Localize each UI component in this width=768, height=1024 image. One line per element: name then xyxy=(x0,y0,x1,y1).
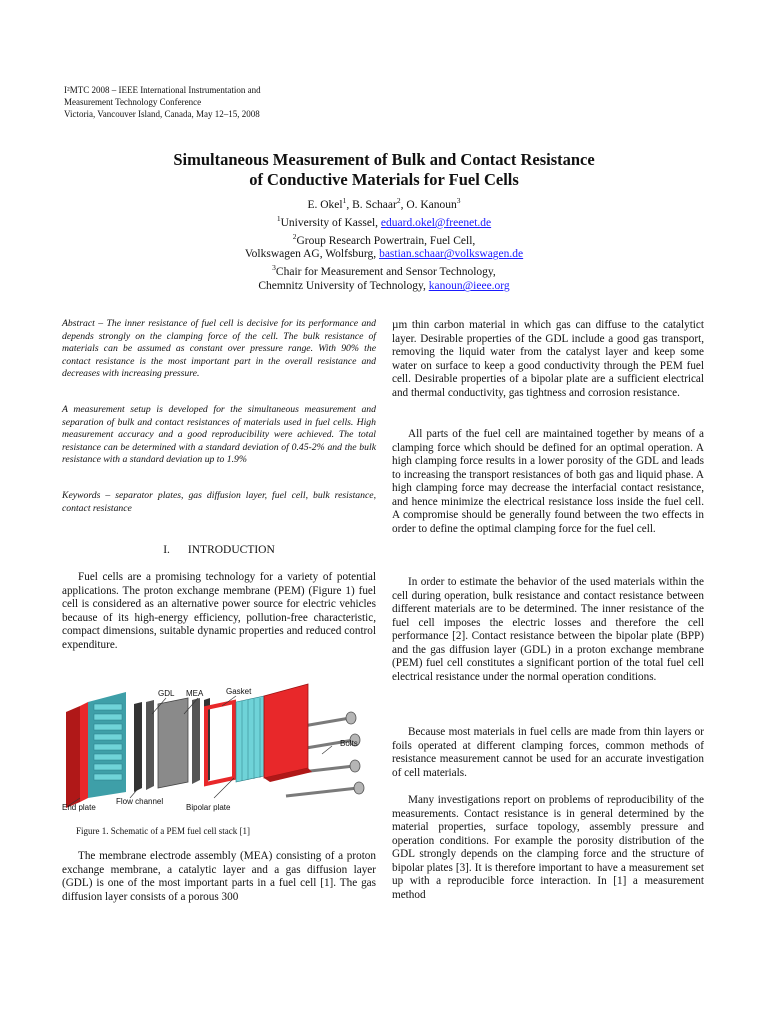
affiliation-2-cont: Volkswagen AG, Wolfsburg, bastian.schaar@volkswagen.de xyxy=(244,248,524,261)
body-paragraph: In order to estimate the behavior of the used materials within the cell during operation, bulk resistance and contact resistance between different materials are to be determined. The inner resistance of the fuel cell imposes the electric losses and therefore the cell performance [2]. Contact resistance between the bipolar plate (BPP) and the gas diffusion layer (GDL) in a proton exchange membrane (PEM) fuel cell constitutes a significant portion of the total fuel cell electrical resistance under the normal operation conditions. xyxy=(392,576,704,683)
abstract-paragraph: A measurement setup is developed for the simultaneous measurement and separation of bulk and contact resistances of materials used in fuel cells. High measurement accuracy and a good reproducibility were achieved. The total resistance can be determined with a standard deviation of 0.45-2% and the bulk resistance with a standard deviation up to 1.9% xyxy=(62,404,376,465)
end-plate-left-side xyxy=(66,706,80,808)
conference-line: Victoria, Vancouver Island, Canada, May 12–15, 2008 xyxy=(64,109,260,119)
keywords: Keywords – separator plates, gas diffusion layer, fuel cell, bulk resistance, contact resistance xyxy=(62,490,376,514)
label-bolts: Bolts xyxy=(340,739,358,748)
author-names: E. Okel$^1$, B. Schaar$^2$, O. Kanoun$^3$ xyxy=(307,196,461,211)
authors-block xyxy=(0,194,768,293)
conference-header xyxy=(64,84,261,120)
figure-caption: Figure 1. Schematic of a PEM fuel cell stack [1] xyxy=(76,826,250,836)
label-bipolar-plate: Bipolar plate xyxy=(186,803,231,812)
body-paragraph: µm thin carbon material in which gas can diffuse to the catalytict layer. Desirable properties of the GDL include a good gas transport, removing the liquid water from the catalyst layer and keep some water on surface to keep a good conductivity through the PEM fuel cell. Desirable properties of a bipolar plate are a sufficient electrical and thermal conductivity, gas tightness and corrosion resistance. xyxy=(392,319,704,399)
body-paragraph: Because most materials in fuel cells are made from thin layers or foils operated at different clamping forces, common methods of resistance measurement cannot be used for an accurate investigation of cell materials. xyxy=(392,726,704,779)
label-gasket: Gasket xyxy=(226,687,252,696)
body-paragraph: All parts of the fuel cell are maintained together by means of a clamping force which should be defined for an optimal operation. A high clamping force results in a lower porosity of the GDL and leads to increasing the transport resistances of both gas and liquid phase. A high clamping force may decrease the interfacial contact resistance, and hence minimize the electrical resistance loss inside the fuel cell. A compromise should be generally found between the two effects in order to define the optimal clamping force for the fuel cell. xyxy=(392,428,704,535)
email-link[interactable]: eduard.okel@freenet.de xyxy=(380,216,492,229)
body-paragraph: Fuel cells are a promising technology for a variety of potential applications. The proton exchange membrane (PEM) (Figure 1) fuel cell is considered as an alternative power source for electric vehicles because of its high-energy efficiency, pollution-free characteristic, compact dimensions, suitable dynamic properties and reduced control expenditure. xyxy=(62,571,376,651)
end-plate-left xyxy=(80,702,88,802)
conference-line: Measurement Technology Conference xyxy=(64,97,202,107)
affiliation-1: $^1$University of Kassel, eduard.okel@freenet.de xyxy=(276,213,492,229)
body-paragraph: Many investigations report on problems of reproducibility of the measurements. Contact resistance is in general determined by the material properties, surface topology, assembly pressure and operation conditions. For example the porosity distribution of the GDL strongly depends on the clamping force and the structure of bipolar plates [3]. It is therefore important to have a measurement set up with a reproducible force interaction. In [1] a measurement method xyxy=(392,794,704,901)
label-gdl: GDL xyxy=(158,689,175,698)
title-line: of Conductive Materials for Fuel Cells xyxy=(249,170,519,189)
fuel-cell-stack-figure xyxy=(58,674,382,814)
section-heading: I. INTRODUCTION xyxy=(163,544,275,556)
email-link[interactable]: bastian.schaar@volkswagen.de xyxy=(379,248,524,261)
abstract-paragraph: Abstract – The inner resistance of fuel cell is decisive for its performance and depends strongly on the clamping force of the cell. The bulk resistance of materials can be assumed as constant over pressure range. With 90% the contact resistance is the most important part in the overall resistance and decreases with increasing pressure. xyxy=(62,318,376,379)
label-end-plate: End plate xyxy=(62,803,96,812)
affiliation-2: $^2$Group Research Powertrain, Fuel Cell, xyxy=(292,231,476,247)
body-paragraph: The membrane electrode assembly (MEA) consisting of a proton exchange membrane, a catalytic layer and a gas diffusion layer (GDL) is one of the most important parts in a fuel cell [1]. The gas diffusion layer consists of a porous 300 xyxy=(62,850,376,903)
fuel-cell-diagram xyxy=(58,674,382,814)
title-line: Simultaneous Measurement of Bulk and Contact Resistance xyxy=(173,150,595,169)
affiliation-3-cont: Chemnitz University of Technology, kanoun@ieee.org xyxy=(258,280,510,293)
conference-line: I²MTC 2008 – IEEE International Instrumentation and xyxy=(64,85,261,95)
label-mea: MEA xyxy=(186,689,204,698)
affiliation-3: $^3$Chair for Measurement and Sensor Technology, xyxy=(272,263,496,279)
paper-title xyxy=(0,150,768,190)
label-flow-channel: Flow channel xyxy=(116,797,164,806)
email-link[interactable]: kanoun@ieee.org xyxy=(428,280,510,293)
